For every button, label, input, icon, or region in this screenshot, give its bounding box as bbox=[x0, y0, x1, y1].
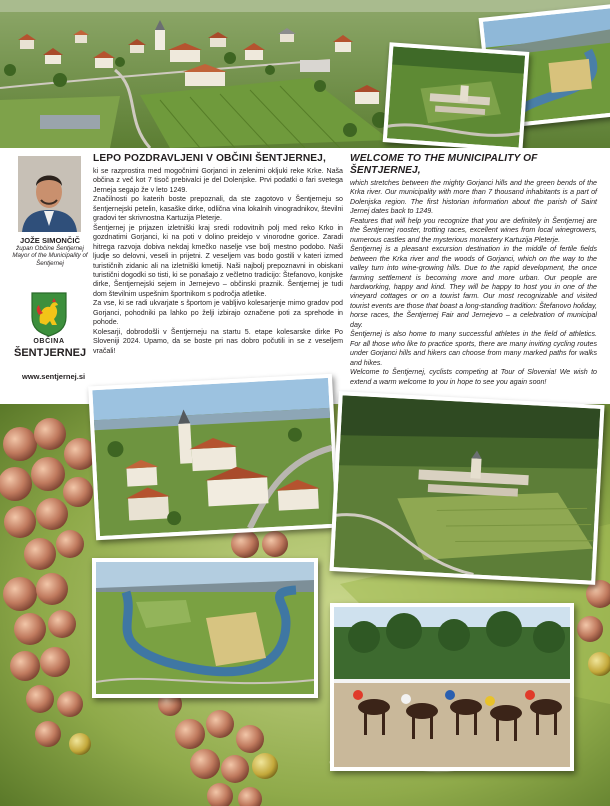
slovene-paragraph: Za vse, ki se radi ukvarjate s športom je vabljivo kolesarjenje mimo gradov pod Gorjanci, pohodniki pa lahko po želji izbirajo označene poti za sprehode in pohode. bbox=[93, 299, 343, 327]
slovene-paragraph: Značilnosti po katerih boste prepoznali, da ste zagotovo v Šentjerneju so šentjernejski petelin, kasaške dirke, odlična vina lokalnih vinogradnikov, številni gradovi ter skrivnostna Kartuzija Pleterje. bbox=[93, 195, 343, 223]
photo-town-church-aerial bbox=[88, 374, 340, 541]
photo-monastery-pleterje bbox=[329, 391, 604, 585]
municipality-label: OBČINA bbox=[33, 338, 65, 345]
monastery-illustration bbox=[387, 47, 525, 148]
slovene-welcome-column bbox=[93, 153, 343, 356]
english-paragraph: which stretches between the mighty Gorjanci hills and the green bends of the Krka river. Our municipality with more than 7 thousand inhabitants is a part of Dolenjska region. The first historian information about the parish of Saint Jernej dates back to 1249. bbox=[350, 179, 597, 216]
slovene-heading: LEPO POZDRAVLJENI V OBČINI ŠENTJERNEJ, bbox=[93, 153, 326, 164]
photo-monastery-aerial-top bbox=[383, 42, 530, 152]
mayor-role: župan Občine Šentjernej Mayor of the Municipality of Šentjernej bbox=[12, 245, 88, 267]
english-welcome-column bbox=[350, 153, 597, 387]
website-link[interactable]: www.sentjernej.si bbox=[22, 372, 86, 381]
english-paragraph: Šentjernej is a pleasant excursion destination in the middle of fertile fields between the Krka river and the woods of Gorjanci, which on the way to the valley turn into wine-growing hills. Due to the rapid development, the once farming settlement is becoming more and more urban. Our people are hardworking, happy and kind. They will be happy to host you in one of the vineyard cottages or on a tourist farm. Our most recognizable and visited tourist events are those that boast a long-standing tradition: Štefanovo holiday, horse races, the Šentjernej Fair and Jernejevo – a celebration of municipal day. bbox=[350, 245, 597, 329]
english-paragraph: Welcome to Šentjernej, cyclists competing at Tour of Slovenia! We wish to extend a warm welcome to you in hope to see you again soon! bbox=[350, 368, 597, 386]
slovene-paragraph: Kolesarji, dobrodošli v Šentjerneju na startu 5. etape kolesarske dirke Po Sloveniji 2024. Upamo, da se boste pri nas dobro počutili in se z veseljem vračali! bbox=[93, 327, 343, 355]
mayor-portrait-illustration bbox=[18, 156, 81, 232]
slovene-paragraph: Šentjernej je prijazen izletniški kraj sredi rodovitnih polj med reko Krko in gozdnatimi Gorjanci, ki na poti v dolino preidejo v vinorodne gorice. Zaradi hitrega razvoja dobiva nekdaj kmečko naselje vse bolj mestno podobo. Naši ljudje so delovni, veseli in prijetni. Z veseljem vas bodo gostili v kateri izmed turističnih zidanic ali na izletniški kmetiji. Naši najbolj prepoznavni in obiskani turistični dogodki so tisti, ki se ponašajo z večletno tradicijo: Štefanovo, konjske dirke, Šentjernejski sejem in Jernejevo – občinski praznik. Šentjernej je tudi dom številnim uspešnim športnikom s področja atletike. bbox=[93, 223, 343, 298]
english-paragraph: Šentjernej is also home to many successful athletes in the field of athletics. For all those who like to practice sports, there are many inviting cycling routes under Gorjanci hills and hikers can choose from many marked paths for walks and hikes. bbox=[350, 330, 597, 367]
municipality-name: ŠENTJERNEJ bbox=[14, 347, 87, 359]
coat-of-arms-rooster-icon bbox=[30, 291, 68, 337]
monastery-pleterje-illustration bbox=[334, 395, 601, 580]
photo-trotting-races bbox=[330, 603, 574, 771]
mayor-portrait bbox=[18, 156, 81, 232]
slovene-paragraph: ki se razprostira med mogočnimi Gorjanci in zelenimi okljuki reke Krke. Naša občina z več kot 7 tisoč prebivalci je del Dolenjske. Prvi podatki o fari svetega Jerneja segajo že v leto 1249. bbox=[93, 167, 343, 194]
town-church-illustration bbox=[92, 378, 335, 536]
english-paragraph: Features that will help you recognize that you are definitely in Šentjernej are the Šentjernej rooster, trotting races, excellent wines from local winegrowers, numerous castles and the mysterious monastery Kartuzija Pleterje. bbox=[350, 216, 597, 244]
mayor-name: JOŽE SIMONČIČ bbox=[20, 236, 80, 245]
english-heading: WELCOME TO THE MUNICIPALITY OF ŠENTJERNEJ, bbox=[350, 153, 538, 176]
photo-krka-river-bend bbox=[92, 558, 318, 698]
krka-river-illustration bbox=[96, 562, 314, 694]
trotting-races-illustration bbox=[334, 607, 570, 767]
